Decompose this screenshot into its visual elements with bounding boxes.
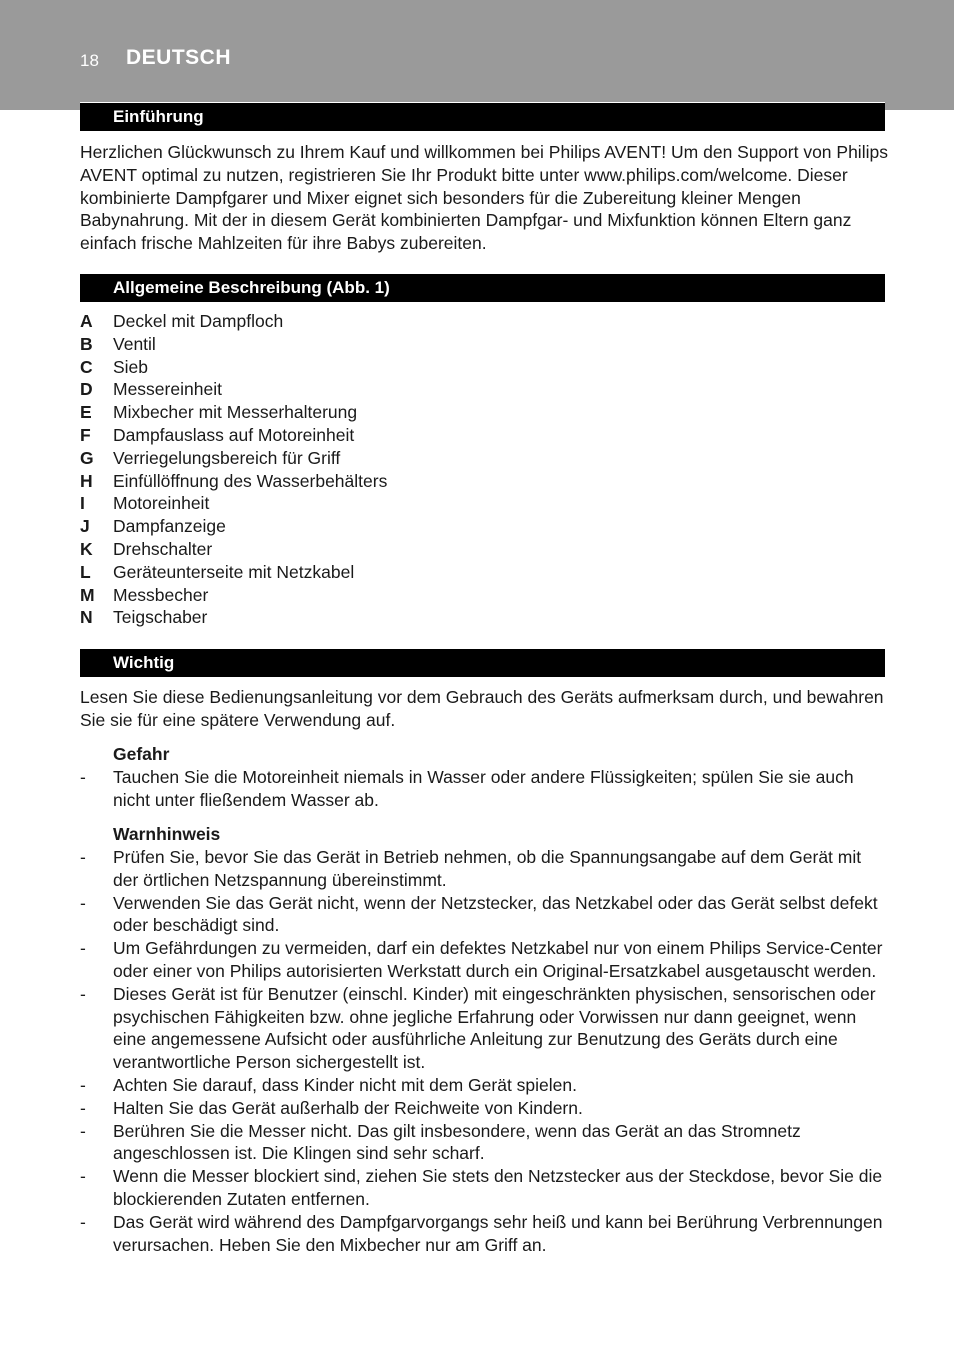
list-item: - Das Gerät wird während des Dampfgarvorgangs sehr heiß und kann bei Berührung Verbrennungen verursachen. Heben Sie den Mixbecher nur am Griff an. — [80, 1211, 883, 1255]
list-item: I Motoreinheit — [80, 493, 210, 514]
list-item: - Wenn die Messer blockiert sind, ziehen Sie stets den Netzstecker aus der Steckdose, bevor Sie die blockierenden Zutaten entfernen. — [80, 1166, 883, 1209]
list-item: - Achten Sie darauf, dass Kinder nicht mit dem Gerät spielen. — [80, 1074, 577, 1095]
important-paragraph: Lesen Sie diese Bedienungsanleitung vor dem Gebrauch des Geräts aufmerksam durch, und bewahren Sie sie für eine spätere Verwendung auf. — [80, 687, 884, 730]
parts-list — [80, 310, 387, 629]
danger-heading: Gefahr — [113, 744, 170, 764]
list-item: - Dieses Gerät ist für Benutzer (einschl. Kinder) mit eingeschränkten physischen, sensorischen oder psychischen Fähigkeiten bzw. ohne jegliche Erfahrung oder Vorwissen nur dann geeignet, wenn eine angemessene Aufsicht oder ausführliche Anleitung zur Benutzung des Geräts durch eine verantwortliche Person sichergestellt ist. — [80, 983, 876, 1073]
language-title: DEUTSCH — [126, 46, 232, 69]
section-heading-important: Wichtig — [80, 648, 885, 677]
list-item: N Teigschaber — [80, 607, 208, 628]
list-item: K Drehschalter — [80, 538, 213, 559]
list-item: D Messereinheit — [80, 379, 222, 400]
list-item: - Prüfen Sie, bevor Sie das Gerät in Betrieb nehmen, ob die Spannungsangabe auf dem Gerät mit der örtlichen Netzspannung übereinstimmt. — [80, 847, 862, 890]
section-heading-intro: Einführung — [80, 102, 885, 131]
list-item: - Halten Sie das Gerät außerhalb der Reichweite von Kindern. — [80, 1097, 583, 1118]
list-item: C Sieb — [80, 356, 149, 377]
list-item: - Um Gefährdungen zu vermeiden, darf ein defektes Netzkabel nur von einem Philips Service-Center oder einer von Philips autorisierten Werkstatt durch ein Original-Ersatzkabel ausgetauscht werden. — [80, 938, 883, 981]
list-item: B Ventil — [80, 333, 156, 354]
list-item: - Verwenden Sie das Gerät nicht, wenn der Netzstecker, das Netzkabel oder das Gerät selbst defekt oder beschädigt sind. — [80, 892, 878, 936]
intro-paragraph: Herzlichen Glückwunsch zu Ihrem Kauf und willkommen bei Philips AVENT! Um den Support von Philips AVENT optimal zu nutzen, registrieren Sie Ihr Produkt bitte unter www.philips.com/welcome. Dieser kombinierte Dampfgarer und Mixer eignet sich besonders für die Zubereitung kleiner Mengen Babynahrung. Mit der in diesem Gerät kombinierten Dampfgar- und Mixfunktion können Eltern ganz einfach frische Mahlzeiten für ihre Babys zubereiten. — [80, 142, 888, 254]
list-item: - Berühren Sie die Messer nicht. Das gilt insbesondere, wenn das Gerät an das Stromnetz angeschlossen ist. Die Klingen sind sehr scharf. — [80, 1120, 801, 1164]
warning-list — [80, 846, 885, 1256]
list-item: F Dampfauslass auf Motoreinheit — [80, 424, 355, 445]
list-item: - Tauchen Sie die Motoreinheit niemals in Wasser oder andere Flüssigkeiten; spülen Sie sie auch nicht unter fließendem Wasser ab. — [80, 767, 854, 810]
list-item: H Einfüllöffnung des Wasserbehälters — [80, 470, 388, 491]
section-heading-description: Allgemeine Beschreibung (Abb. 1) — [80, 273, 885, 302]
list-item: A Deckel mit Dampfloch — [80, 311, 284, 331]
list-item: G Verriegelungsbereich für Griff — [80, 447, 341, 468]
page-number: 18 — [80, 51, 99, 70]
list-item: J Dampfanzeige — [80, 516, 226, 537]
danger-list — [80, 766, 885, 812]
list-item: L Geräteunterseite mit Netzkabel — [80, 561, 355, 582]
list-item: M Messbecher — [80, 584, 209, 605]
warning-heading: Warnhinweis — [113, 824, 221, 844]
list-item: E Mixbecher mit Messerhalterung — [80, 402, 358, 423]
